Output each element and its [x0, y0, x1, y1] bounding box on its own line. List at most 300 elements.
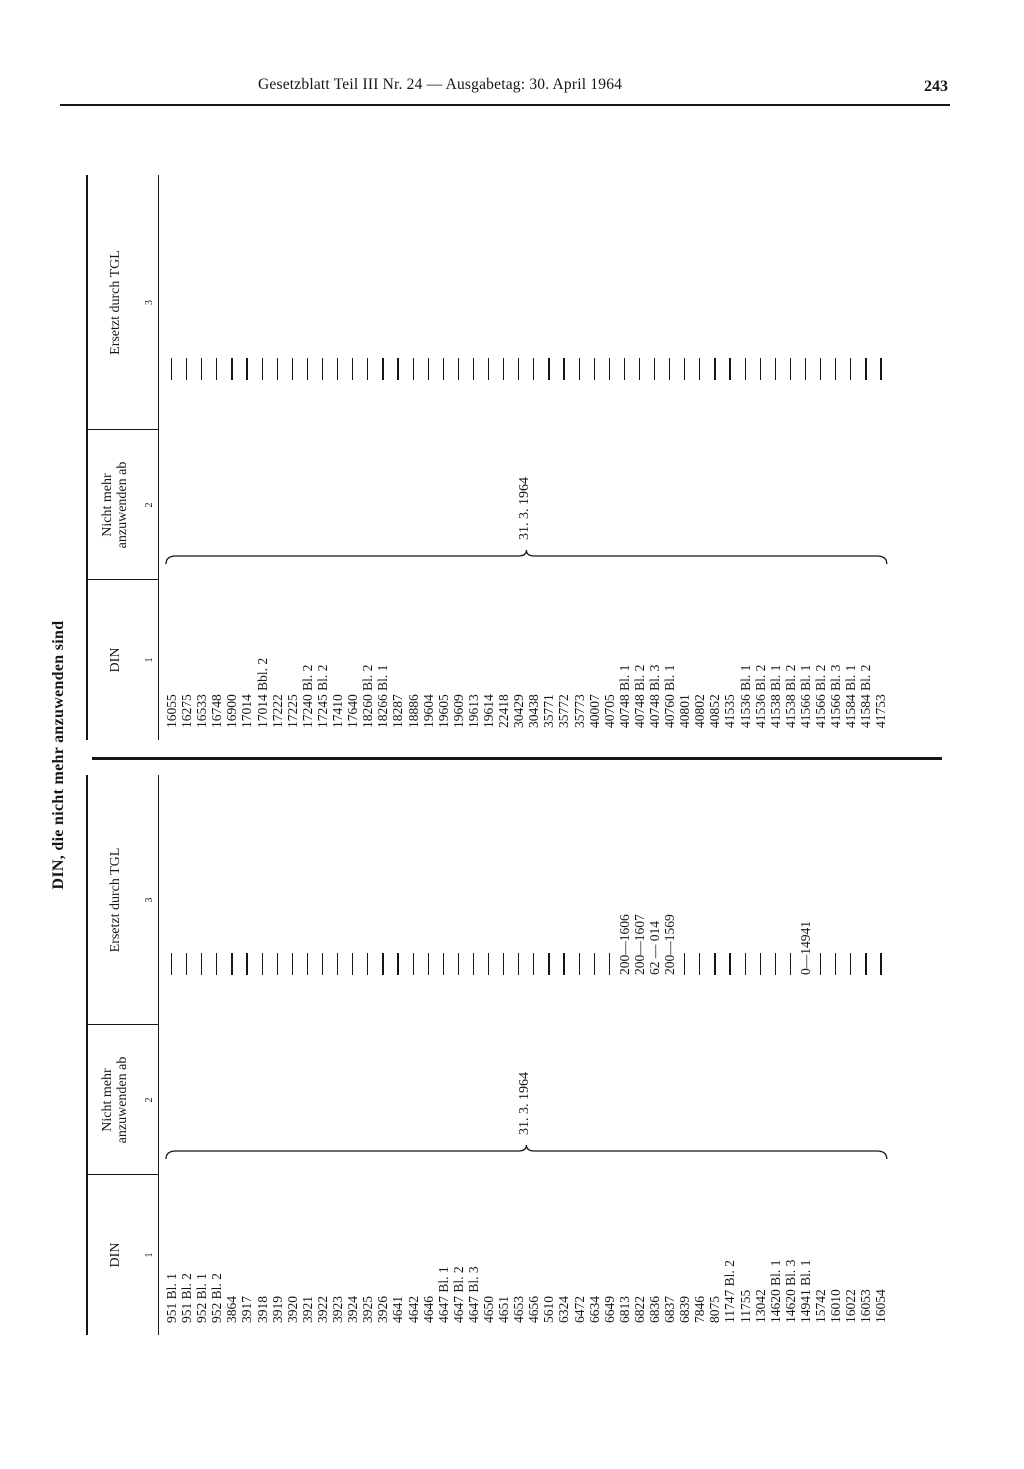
din-number: 35771	[541, 694, 557, 728]
din-number: 41536 Bl. 1	[737, 664, 753, 728]
din-number: 18287	[390, 694, 406, 728]
table-row	[270, 260, 285, 410]
table-row	[692, 855, 707, 1005]
din-number: 4641	[390, 1296, 406, 1323]
din-number: 17240 Bl. 2	[299, 664, 315, 728]
table-row	[270, 855, 285, 1005]
table-row	[647, 855, 662, 1005]
table-row	[783, 260, 798, 410]
table-row	[858, 855, 873, 1005]
din-number: 11747 Bl. 2	[722, 1260, 738, 1323]
tgl-dash	[729, 953, 730, 975]
table-section-left	[82, 775, 942, 1335]
tgl-dash	[775, 358, 776, 380]
din-number: 35772	[556, 694, 572, 728]
table-row	[466, 260, 481, 410]
tgl-dash	[231, 953, 232, 975]
tgl-dash	[352, 953, 353, 975]
din-number: 3921	[299, 1296, 315, 1323]
tgl-dash	[684, 953, 685, 975]
tgl-dash	[654, 358, 655, 380]
tgl-dash	[428, 358, 429, 380]
table-row	[451, 855, 466, 1005]
table-row	[828, 855, 843, 1005]
table-row	[587, 855, 602, 1005]
din-number: 19604	[420, 694, 436, 728]
din-number: 30438	[526, 694, 542, 728]
din-number: 6634	[586, 1296, 602, 1323]
table-row	[164, 260, 179, 410]
tgl-dash	[397, 953, 398, 975]
tgl-dash	[262, 358, 263, 380]
table-row	[541, 260, 556, 410]
table-row	[451, 260, 466, 410]
table-row	[707, 855, 722, 1005]
tgl-dash	[322, 953, 323, 975]
brace-left	[164, 1143, 889, 1163]
tgl-dash	[714, 358, 715, 380]
table-row	[738, 855, 753, 1005]
din-number: 6839	[677, 1296, 693, 1323]
tgl-dash	[277, 953, 278, 975]
table-row	[572, 855, 587, 1005]
tgl-dash	[579, 358, 580, 380]
tgl-dash	[307, 953, 308, 975]
tgl-dash	[367, 358, 368, 380]
table-row	[496, 260, 511, 410]
table-row	[647, 260, 662, 410]
table-row	[390, 855, 405, 1005]
table-row	[179, 260, 194, 410]
table-row	[526, 260, 541, 410]
table-row	[345, 855, 360, 1005]
table-row	[617, 260, 632, 410]
din-number: 3920	[284, 1296, 300, 1323]
page-header	[60, 74, 950, 106]
table-row	[858, 260, 873, 410]
din-number: 17245 Bl. 2	[314, 664, 330, 728]
din-number: 6472	[571, 1296, 587, 1323]
din-list-left	[164, 1173, 889, 1323]
header-rule-bottom	[158, 175, 159, 740]
table-row	[677, 260, 692, 410]
table-row	[390, 260, 405, 410]
table-row	[662, 855, 677, 1005]
tgl-dash	[201, 953, 202, 975]
header-rule-top	[86, 175, 88, 740]
tgl-dash	[428, 953, 429, 975]
tgl-dash	[609, 358, 610, 380]
table-row	[300, 855, 315, 1005]
din-number: 6649	[601, 1296, 617, 1323]
tgl-dash	[760, 358, 761, 380]
table-row	[300, 260, 315, 410]
col-number-2: 2	[144, 1097, 155, 1103]
tgl-dash	[171, 953, 172, 975]
table-row	[843, 260, 858, 410]
tgl-dash	[548, 953, 549, 975]
tgl-dash	[367, 953, 368, 975]
din-number: 19605	[435, 694, 451, 728]
tgl-dash	[548, 358, 549, 380]
din-number: 16275	[179, 694, 195, 728]
din-number: 4656	[526, 1296, 542, 1323]
table-row	[209, 855, 224, 1005]
din-number: 14620 Bl. 3	[782, 1259, 798, 1323]
tgl-dash	[850, 358, 851, 380]
din-number: 6813	[616, 1296, 632, 1323]
tgl-dash	[563, 953, 564, 975]
table-row	[738, 260, 753, 410]
tgl-dash	[216, 358, 217, 380]
col-header-din: DIN	[107, 647, 123, 673]
table-row	[677, 855, 692, 1005]
tgl-dash	[503, 953, 504, 975]
din-number: 6837	[662, 1296, 678, 1323]
din-number: 41538 Bl. 1	[767, 664, 783, 728]
table-row	[602, 855, 617, 1005]
din-number: 18260 Bl. 2	[360, 664, 376, 728]
table-row	[194, 260, 209, 410]
tgl-dash	[790, 953, 791, 975]
din-number: 4650	[480, 1296, 496, 1323]
table-row	[315, 855, 330, 1005]
din-number: 4642	[405, 1296, 421, 1323]
table-row	[239, 855, 254, 1005]
din-number: 40007	[586, 694, 602, 728]
table-row	[375, 260, 390, 410]
din-number: 6836	[647, 1296, 662, 1323]
tgl-dash	[277, 358, 278, 380]
table-row	[722, 260, 737, 410]
din-number: 3922	[314, 1296, 330, 1323]
tgl-dash	[382, 358, 383, 380]
tgl-dash	[458, 358, 459, 380]
table-row	[572, 260, 587, 410]
tgl-dash	[760, 953, 761, 975]
tgl-dash	[684, 358, 685, 380]
din-number: 40802	[692, 694, 708, 728]
din-number: 41584 Bl. 1	[843, 664, 859, 728]
section-divider	[92, 757, 942, 760]
din-number: 4647 Bl. 3	[465, 1266, 481, 1323]
col-number-3: 3	[144, 897, 155, 903]
din-number: 22418	[496, 694, 512, 728]
din-number: 40748 Bl. 2	[631, 664, 647, 728]
table-section-right	[82, 175, 942, 740]
table-row	[873, 260, 888, 410]
tgl-dash	[880, 953, 881, 975]
din-number: 16054	[873, 1289, 889, 1323]
table-row	[587, 260, 602, 410]
tgl-dash	[201, 358, 202, 380]
din-number: 17410	[330, 694, 346, 728]
col-header-nicht-mehr-line2: anzuwenden ab	[115, 461, 130, 549]
tgl-dash	[880, 358, 881, 380]
din-number: 951 Bl. 1	[164, 1273, 179, 1323]
table-row	[753, 855, 768, 1005]
table-row	[813, 855, 828, 1005]
tgl-dash	[231, 358, 232, 380]
tgl-dash	[518, 358, 519, 380]
din-number: 3925	[360, 1296, 376, 1323]
table-row	[813, 260, 828, 410]
table-row	[768, 855, 783, 1005]
din-number: 41584 Bl. 2	[858, 664, 874, 728]
tgl-dash	[835, 953, 836, 975]
tgl-dash	[186, 358, 187, 380]
table-row	[496, 855, 511, 1005]
table-row	[783, 855, 798, 1005]
table-row	[632, 855, 647, 1005]
table-row	[360, 260, 375, 410]
tgl-number: 0—14941	[797, 921, 813, 975]
rotated-table	[40, 175, 960, 1335]
header-rule-top	[86, 775, 88, 1335]
table-row	[511, 855, 526, 1005]
table-row	[466, 855, 481, 1005]
tgl-dash	[473, 358, 474, 380]
table-row	[406, 260, 421, 410]
tgl-dash	[805, 358, 806, 380]
din-number: 4646	[420, 1296, 436, 1323]
din-number: 17640	[345, 694, 361, 728]
tgl-dash	[246, 953, 247, 975]
tgl-dash	[413, 953, 414, 975]
table-row	[224, 855, 239, 1005]
brace-right	[164, 548, 889, 568]
din-number: 35773	[571, 694, 587, 728]
col-number-1: 1	[144, 657, 155, 663]
din-number: 40748 Bl. 1	[616, 664, 632, 728]
tgl-dash	[699, 358, 700, 380]
din-number: 4651	[496, 1296, 512, 1323]
table-row	[255, 260, 270, 410]
tgl-dash	[563, 358, 564, 380]
din-number: 19609	[450, 694, 466, 728]
tgl-number: 200—1569	[662, 914, 678, 975]
table-row	[617, 855, 632, 1005]
din-number: 5610	[541, 1296, 557, 1323]
table-row	[798, 260, 813, 410]
tgl-dash	[745, 953, 746, 975]
table-row	[798, 855, 813, 1005]
din-number: 16900	[224, 694, 240, 728]
table-row	[406, 855, 421, 1005]
table-row	[526, 855, 541, 1005]
col-number-1: 1	[144, 1252, 155, 1258]
din-number: 41535	[722, 694, 738, 728]
tgl-dash	[775, 953, 776, 975]
col-number-3: 3	[144, 300, 155, 305]
table-row	[511, 260, 526, 410]
table-row	[285, 260, 300, 410]
tgl-dash	[594, 953, 595, 975]
din-number: 19613	[465, 694, 481, 728]
tgl-dash	[609, 953, 610, 975]
tgl-dash	[307, 358, 308, 380]
din-number: 16055	[164, 694, 179, 728]
din-number: 17014 Bbl. 2	[254, 657, 270, 728]
din-number: 41753	[873, 694, 889, 728]
tgl-dash	[322, 358, 323, 380]
din-number: 6822	[631, 1296, 647, 1323]
col-header-din: DIN	[107, 1242, 123, 1268]
tgl-dash	[186, 953, 187, 975]
tgl-dash	[262, 953, 263, 975]
din-number: 951 Bl. 2	[179, 1273, 195, 1323]
din-number: 16010	[828, 1289, 844, 1323]
tgl-dash	[820, 953, 821, 975]
table-row	[722, 855, 737, 1005]
din-number: 17014	[239, 694, 255, 728]
din-number: 41536 Bl. 2	[752, 664, 768, 728]
din-number: 16053	[858, 1289, 874, 1323]
tgl-dash	[533, 953, 534, 975]
table-row	[345, 260, 360, 410]
din-number: 41566 Bl. 1	[797, 664, 813, 728]
table-row	[330, 855, 345, 1005]
table-row	[556, 260, 571, 410]
table-row	[330, 260, 345, 410]
col-header-ersetzt: Ersetzt durch TGL	[107, 847, 123, 953]
tgl-dash	[337, 358, 338, 380]
header-rule-bottom	[158, 775, 159, 1335]
table-row	[255, 855, 270, 1005]
tgl-dash	[850, 953, 851, 975]
table-row	[556, 855, 571, 1005]
tgl-dash	[246, 358, 247, 380]
din-number: 40801	[677, 694, 693, 728]
col-number-2: 2	[144, 502, 155, 508]
din-number: 40760 Bl. 1	[662, 664, 678, 728]
table-row	[481, 260, 496, 410]
din-number: 8075	[707, 1296, 723, 1323]
date-left: 31. 3. 1964	[517, 1072, 533, 1135]
tgl-dash	[624, 358, 625, 380]
din-number: 3919	[269, 1296, 285, 1323]
din-number: 13042	[752, 1289, 768, 1323]
tgl-dash	[458, 953, 459, 975]
col-header-nicht-mehr-line2: anzuwenden ab	[115, 1056, 130, 1144]
din-number: 40748 Bl. 3	[647, 664, 662, 728]
tgl-dash	[443, 358, 444, 380]
table-row	[285, 855, 300, 1005]
tgl-dash	[594, 358, 595, 380]
tgl-dash	[171, 358, 172, 380]
tgl-dash	[443, 953, 444, 975]
din-number: 40705	[601, 694, 617, 728]
tgl-dash	[216, 953, 217, 975]
din-number: 19614	[480, 694, 496, 728]
tgl-dash	[820, 358, 821, 380]
din-number: 952 Bl. 2	[209, 1273, 225, 1323]
table-row	[360, 855, 375, 1005]
din-number: 16022	[843, 1289, 859, 1323]
tgl-number: 62 — 014	[647, 921, 662, 975]
col-header-nicht-mehr	[90, 1025, 140, 1175]
table-row	[436, 260, 451, 410]
tgl-dash	[579, 953, 580, 975]
din-number: 4647 Bl. 1	[435, 1266, 451, 1323]
col-header-nicht-mehr-line1: Nicht mehr	[100, 473, 115, 537]
din-number: 14620 Bl. 1	[767, 1259, 783, 1323]
tgl-dash	[518, 953, 519, 975]
tgl-dash	[714, 953, 715, 975]
tgl-dash	[292, 358, 293, 380]
table-row	[828, 260, 843, 410]
din-number: 16533	[194, 694, 210, 728]
tgl-dash	[473, 953, 474, 975]
table-row	[843, 855, 858, 1005]
table-row	[421, 260, 436, 410]
tgl-dash	[533, 358, 534, 380]
tgl-dash	[865, 953, 866, 975]
table-row	[481, 855, 496, 1005]
table-row	[707, 260, 722, 410]
col-header-nicht-mehr-line1: Nicht mehr	[100, 1068, 115, 1132]
table-row	[541, 855, 556, 1005]
tgl-list-left	[164, 855, 889, 1005]
din-number: 3864	[224, 1296, 240, 1323]
tgl-dash	[337, 953, 338, 975]
brace-svg	[164, 1143, 889, 1163]
din-number: 14941 Bl. 1	[797, 1259, 813, 1323]
tgl-dash	[745, 358, 746, 380]
din-number: 6324	[556, 1296, 572, 1323]
tgl-dash	[669, 358, 670, 380]
din-number: 3917	[239, 1296, 255, 1323]
din-number: 17222	[269, 694, 285, 728]
din-number: 3923	[330, 1296, 346, 1323]
brace-svg	[164, 548, 889, 568]
din-number: 15742	[813, 1289, 829, 1323]
tgl-dash	[865, 358, 866, 380]
tgl-dash	[413, 358, 414, 380]
table-row	[632, 260, 647, 410]
table-row	[375, 855, 390, 1005]
tgl-dash	[699, 953, 700, 975]
tgl-dash	[790, 358, 791, 380]
din-number: 30429	[511, 694, 527, 728]
table-row	[873, 855, 888, 1005]
tgl-dash	[397, 358, 398, 380]
table-row	[164, 855, 179, 1005]
din-number: 41566 Bl. 3	[828, 664, 844, 728]
tgl-dash	[729, 358, 730, 380]
din-number: 3918	[254, 1296, 270, 1323]
din-number: 41566 Bl. 2	[813, 664, 829, 728]
tgl-list-right	[164, 260, 889, 410]
table-row	[768, 260, 783, 410]
din-number: 7846	[692, 1296, 708, 1323]
table-row	[662, 260, 677, 410]
table-row	[753, 260, 768, 410]
din-list-right	[164, 578, 889, 728]
tgl-dash	[352, 358, 353, 380]
tgl-dash	[835, 358, 836, 380]
tgl-number: 200—1606	[616, 914, 632, 975]
tgl-dash	[503, 358, 504, 380]
col-header-nicht-mehr	[90, 430, 140, 580]
tgl-dash	[488, 953, 489, 975]
din-number: 41538 Bl. 2	[782, 664, 798, 728]
din-number: 40852	[707, 694, 723, 728]
tgl-dash	[639, 358, 640, 380]
date-right: 31. 3. 1964	[517, 477, 533, 540]
table-row	[436, 855, 451, 1005]
page-number: 243	[924, 78, 948, 95]
